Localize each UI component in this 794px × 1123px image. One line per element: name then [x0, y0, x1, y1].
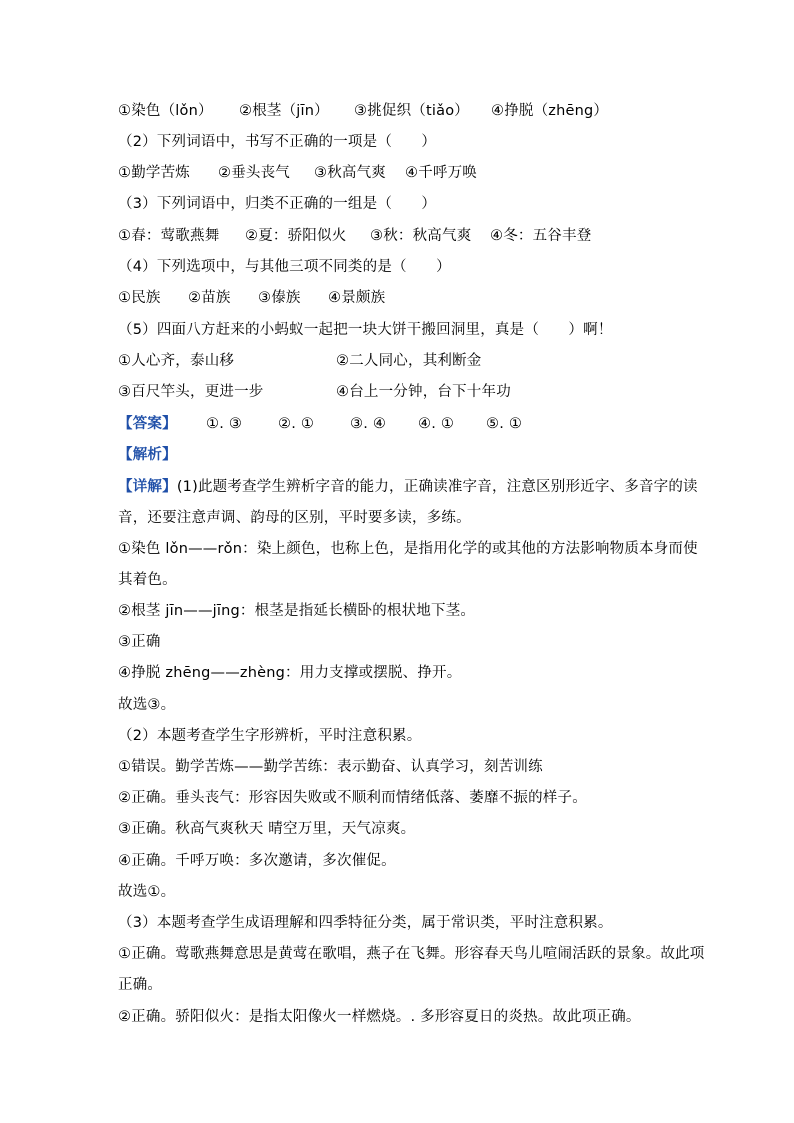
explanation-line: ①正确。莺歌燕舞意思是黄莺在歌唱，燕子在飞舞。形容春天鸟儿喧闹活跃的景象。故此项: [118, 946, 705, 962]
q1-option-4: ④挣脱（zhēng）: [491, 103, 609, 119]
explanation-line: ③正确: [118, 634, 161, 650]
explanation-line: ②正确。骄阳似火：是指太阳像火一样燃烧。. 多形容夏日的炎热。故此项正确。: [118, 1009, 641, 1025]
explanation-line: 正确。: [118, 977, 163, 993]
q4-option-2: ②苗族: [188, 290, 231, 306]
explanation-line: ②根茎 jīn——jīng：根茎是指延长横卧的根状地下茎。: [118, 603, 476, 619]
q4-stem: （4）下列选项中，与其他三项不同类的是（ ）: [118, 259, 451, 275]
explanation-line: 音，还要注意声调、韵母的区别，平时要多读，多练。: [118, 510, 471, 526]
explanation-line: ③正确。秋高气爽秋天 晴空万里，天气凉爽。: [118, 821, 416, 837]
answer-row: [118, 414, 522, 434]
q4-option-4: ④景颇族: [328, 290, 386, 306]
q1-option-1: ①染色（lǒn）: [118, 103, 213, 119]
q4-options: [118, 288, 385, 308]
answer-1: ①. ③: [206, 416, 243, 432]
detail-label: 【详解】: [118, 479, 177, 495]
explanation-line: ②正确。垂头丧气：形容因失败或不顺利而情绪低落、萎靡不振的样子。: [118, 790, 587, 806]
q2-option-1: ①勤学苦炼: [118, 165, 190, 181]
q1-options: [118, 101, 608, 121]
explanation-line: ④挣脱 zhēng——zhèng：用力支撑或摆脱、挣开。: [118, 665, 462, 681]
answer-5: ⑤. ①: [486, 416, 523, 432]
explanation-line: （2）本题考查学生字形辨析，平时注意积累。: [118, 728, 422, 744]
q1-option-3: ③挑促织（tiǎo）: [354, 103, 469, 119]
q5-stem: （5）四面八方赶来的小蚂蚁一起把一块大饼干搬回洞里，真是（ ）啊！: [118, 322, 613, 338]
q5-option-4: ④台上一分钟，台下十年功: [336, 384, 511, 400]
answer-2: ②. ①: [278, 416, 315, 432]
q3-option-4: ④冬：五谷丰登: [490, 228, 592, 244]
q2-option-3: ③秋高气爽: [314, 165, 386, 181]
explanation-line: （3）本题考查学生成语理解和四季特征分类，属于常识类，平时注意积累。: [118, 915, 613, 931]
q5-options-row-2: [118, 382, 511, 402]
q2-option-2: ②垂头丧气: [218, 165, 290, 181]
explanation-line: 故选③。: [118, 697, 176, 713]
analysis-label: 【解析】: [118, 447, 177, 463]
detail-line-1: [118, 477, 698, 497]
answer-label: 【答案】: [118, 416, 177, 432]
q1-option-2: ②根茎（jīn）: [239, 103, 329, 119]
q5-option-2: ②二人同心，其利断金: [336, 353, 482, 369]
q2-stem: （2）下列词语中，书写不正确的一项是（ ）: [118, 134, 437, 150]
q5-options-row-1: [118, 351, 482, 371]
q3-stem: （3）下列词语中，归类不正确的一组是（ ）: [118, 196, 437, 212]
q4-option-3: ③傣族: [258, 290, 301, 306]
q5-option-1: ①人心齐，泰山移: [118, 353, 235, 369]
answer-3: ③. ④: [350, 416, 387, 432]
explanation-line: 故选①。: [118, 884, 176, 900]
q3-option-3: ③秋：秋高气爽: [370, 228, 472, 244]
q2-option-4: ④千呼万唤: [405, 165, 477, 181]
q3-option-2: ②夏：骄阳似火: [245, 228, 347, 244]
q3-option-1: ①春：莺歌燕舞: [118, 228, 220, 244]
explanation-line: ④正确。千呼万唤：多次邀请，多次催促。: [118, 853, 396, 869]
q2-options: [118, 163, 477, 183]
answer-4: ④. ①: [418, 416, 455, 432]
q5-option-3: ③百尺竿头，更进一步: [118, 384, 264, 400]
explanation-line: 其着色。: [118, 572, 177, 588]
q3-options: [118, 226, 591, 246]
detail-text: (1)此题考查学生辨析字音的能力，正确读准字音，注意区别形近字、多音字的读: [176, 479, 698, 495]
explanation-line: ①错误。勤学苦炼——勤学苦练：表示勤奋、认真学习，刻苦训练: [118, 759, 543, 775]
q4-option-1: ①民族: [118, 290, 161, 306]
explanation-line: ①染色 lǒn——rǒn：染上颜色，也称上色，是指用化学的或其他的方法影响物质本身而使: [118, 541, 698, 557]
